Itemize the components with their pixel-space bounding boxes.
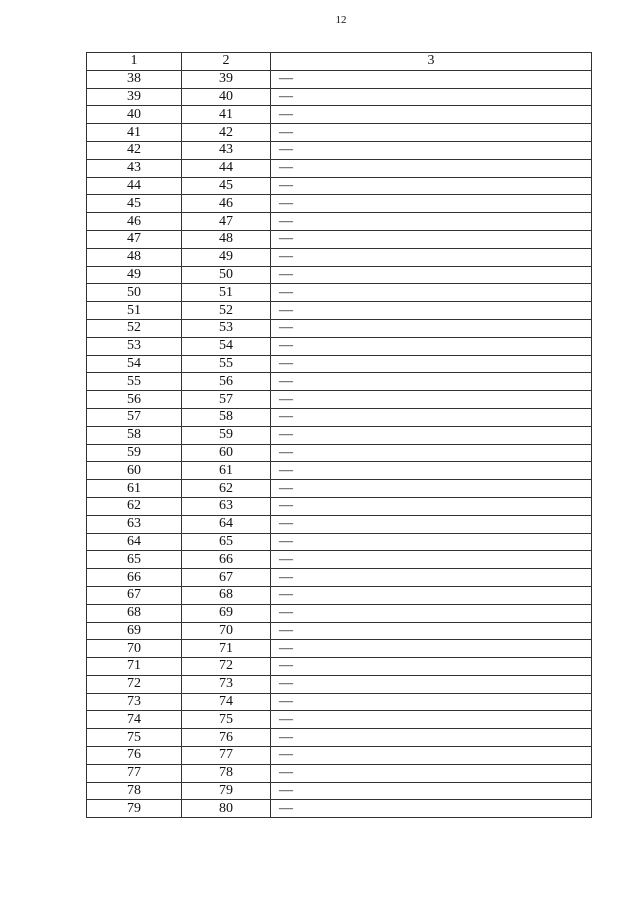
cell-col-1: 41: [87, 124, 182, 142]
cell-col-2: 40: [182, 88, 271, 106]
cell-col-1: 59: [87, 444, 182, 462]
cell-col-1: 71: [87, 658, 182, 676]
cell-col-3: —: [271, 70, 592, 88]
cell-col-3: —: [271, 177, 592, 195]
table-row: [87, 230, 592, 248]
cell-col-1: 54: [87, 355, 182, 373]
table-row: [87, 586, 592, 604]
cell-col-2: 60: [182, 444, 271, 462]
cell-col-1: 74: [87, 711, 182, 729]
cell-col-1: 40: [87, 106, 182, 124]
cell-col-3: —: [271, 462, 592, 480]
cell-col-3: —: [271, 551, 592, 569]
table-row: [87, 319, 592, 337]
cell-col-3: —: [271, 106, 592, 124]
cell-col-2: 54: [182, 337, 271, 355]
cell-col-3: —: [271, 782, 592, 800]
table-row: [87, 782, 592, 800]
table-row: [87, 551, 592, 569]
cell-col-1: 58: [87, 426, 182, 444]
cell-col-1: 66: [87, 569, 182, 587]
table-row: [87, 711, 592, 729]
table-row: [87, 515, 592, 533]
cell-col-3: —: [271, 141, 592, 159]
cell-col-3: —: [271, 408, 592, 426]
cell-col-2: 49: [182, 248, 271, 266]
cell-col-2: 43: [182, 141, 271, 159]
column-header-2: 2: [182, 53, 271, 71]
cell-col-3: —: [271, 693, 592, 711]
cell-col-2: 41: [182, 106, 271, 124]
table-row: [87, 569, 592, 587]
cell-col-1: 75: [87, 729, 182, 747]
table-row: [87, 497, 592, 515]
cell-col-3: —: [271, 764, 592, 782]
cell-col-2: 68: [182, 586, 271, 604]
cell-col-3: —: [271, 159, 592, 177]
table-row: [87, 408, 592, 426]
cell-col-2: 65: [182, 533, 271, 551]
cell-col-2: 44: [182, 159, 271, 177]
cell-col-1: 76: [87, 747, 182, 765]
cell-col-2: 70: [182, 622, 271, 640]
cell-col-2: 42: [182, 124, 271, 142]
cell-col-3: —: [271, 497, 592, 515]
table-row: [87, 533, 592, 551]
cell-col-2: 77: [182, 747, 271, 765]
cell-col-1: 51: [87, 302, 182, 320]
cell-col-1: 48: [87, 248, 182, 266]
table-row: [87, 729, 592, 747]
cell-col-3: —: [271, 213, 592, 231]
cell-col-1: 61: [87, 480, 182, 498]
cell-col-3: —: [271, 426, 592, 444]
cell-col-3: —: [271, 284, 592, 302]
cell-col-3: —: [271, 711, 592, 729]
cell-col-3: —: [271, 604, 592, 622]
cell-col-2: 47: [182, 213, 271, 231]
cell-col-3: —: [271, 569, 592, 587]
cell-col-1: 70: [87, 640, 182, 658]
cell-col-3: —: [271, 444, 592, 462]
cell-col-3: —: [271, 230, 592, 248]
cell-col-1: 53: [87, 337, 182, 355]
cell-col-1: 47: [87, 230, 182, 248]
cell-col-2: 69: [182, 604, 271, 622]
column-header-1: 1: [87, 53, 182, 71]
cell-col-2: 75: [182, 711, 271, 729]
table-row: [87, 355, 592, 373]
cell-col-2: 53: [182, 319, 271, 337]
table-row: [87, 213, 592, 231]
table-row: [87, 604, 592, 622]
cell-col-3: —: [271, 355, 592, 373]
cell-col-3: —: [271, 640, 592, 658]
cell-col-2: 67: [182, 569, 271, 587]
cell-col-1: 39: [87, 88, 182, 106]
data-table: [86, 52, 592, 818]
cell-col-2: 76: [182, 729, 271, 747]
cell-col-2: 72: [182, 658, 271, 676]
cell-col-2: 39: [182, 70, 271, 88]
table-row: [87, 391, 592, 409]
table-row: [87, 800, 592, 818]
cell-col-3: —: [271, 124, 592, 142]
cell-col-3: —: [271, 391, 592, 409]
table-row: [87, 426, 592, 444]
cell-col-2: 73: [182, 675, 271, 693]
cell-col-2: 78: [182, 764, 271, 782]
cell-col-3: —: [271, 337, 592, 355]
cell-col-3: —: [271, 88, 592, 106]
table-row: [87, 177, 592, 195]
table-row: [87, 124, 592, 142]
cell-col-2: 79: [182, 782, 271, 800]
cell-col-2: 50: [182, 266, 271, 284]
table-row: [87, 764, 592, 782]
cell-col-3: —: [271, 729, 592, 747]
cell-col-1: 43: [87, 159, 182, 177]
cell-col-2: 51: [182, 284, 271, 302]
table-row: [87, 480, 592, 498]
cell-col-1: 64: [87, 533, 182, 551]
cell-col-3: —: [271, 675, 592, 693]
table-row: [87, 747, 592, 765]
cell-col-2: 58: [182, 408, 271, 426]
cell-col-2: 62: [182, 480, 271, 498]
cell-col-2: 63: [182, 497, 271, 515]
cell-col-2: 56: [182, 373, 271, 391]
table-row: [87, 70, 592, 88]
table-row: [87, 266, 592, 284]
cell-col-2: 61: [182, 462, 271, 480]
cell-col-3: —: [271, 515, 592, 533]
cell-col-1: 46: [87, 213, 182, 231]
table-row: [87, 195, 592, 213]
cell-col-3: —: [271, 373, 592, 391]
table-row: [87, 675, 592, 693]
cell-col-3: —: [271, 266, 592, 284]
cell-col-3: —: [271, 747, 592, 765]
cell-col-1: 67: [87, 586, 182, 604]
table-row: [87, 658, 592, 676]
table-row: [87, 640, 592, 658]
cell-col-3: —: [271, 248, 592, 266]
cell-col-3: —: [271, 533, 592, 551]
cell-col-1: 49: [87, 266, 182, 284]
cell-col-2: 66: [182, 551, 271, 569]
cell-col-1: 52: [87, 319, 182, 337]
column-header-3: 3: [271, 53, 592, 71]
cell-col-1: 63: [87, 515, 182, 533]
cell-col-1: 65: [87, 551, 182, 569]
table-row: [87, 693, 592, 711]
table-row: [87, 622, 592, 640]
cell-col-1: 57: [87, 408, 182, 426]
cell-col-1: 56: [87, 391, 182, 409]
table-row: [87, 141, 592, 159]
cell-col-1: 42: [87, 141, 182, 159]
table-header-row: [87, 53, 592, 71]
cell-col-2: 59: [182, 426, 271, 444]
table-row: [87, 88, 592, 106]
cell-col-1: 79: [87, 800, 182, 818]
cell-col-1: 77: [87, 764, 182, 782]
cell-col-3: —: [271, 800, 592, 818]
cell-col-1: 60: [87, 462, 182, 480]
cell-col-1: 68: [87, 604, 182, 622]
cell-col-3: —: [271, 302, 592, 320]
table-row: [87, 373, 592, 391]
table-body: [87, 70, 592, 817]
cell-col-1: 50: [87, 284, 182, 302]
cell-col-2: 55: [182, 355, 271, 373]
cell-col-3: —: [271, 658, 592, 676]
cell-col-1: 62: [87, 497, 182, 515]
table-row: [87, 444, 592, 462]
cell-col-1: 69: [87, 622, 182, 640]
cell-col-1: 72: [87, 675, 182, 693]
table-row: [87, 248, 592, 266]
cell-col-2: 74: [182, 693, 271, 711]
cell-col-3: —: [271, 195, 592, 213]
cell-col-2: 80: [182, 800, 271, 818]
cell-col-1: 73: [87, 693, 182, 711]
table-row: [87, 337, 592, 355]
cell-col-3: —: [271, 622, 592, 640]
table-row: [87, 302, 592, 320]
table-row: [87, 284, 592, 302]
cell-col-2: 64: [182, 515, 271, 533]
cell-col-3: —: [271, 480, 592, 498]
cell-col-1: 44: [87, 177, 182, 195]
table-row: [87, 462, 592, 480]
cell-col-2: 46: [182, 195, 271, 213]
cell-col-3: —: [271, 586, 592, 604]
page-number: 12: [335, 14, 347, 26]
cell-col-2: 57: [182, 391, 271, 409]
cell-col-1: 45: [87, 195, 182, 213]
table-row: [87, 159, 592, 177]
cell-col-1: 78: [87, 782, 182, 800]
cell-col-1: 38: [87, 70, 182, 88]
cell-col-2: 48: [182, 230, 271, 248]
cell-col-1: 55: [87, 373, 182, 391]
cell-col-2: 71: [182, 640, 271, 658]
cell-col-2: 52: [182, 302, 271, 320]
cell-col-2: 45: [182, 177, 271, 195]
table-row: [87, 106, 592, 124]
cell-col-3: —: [271, 319, 592, 337]
